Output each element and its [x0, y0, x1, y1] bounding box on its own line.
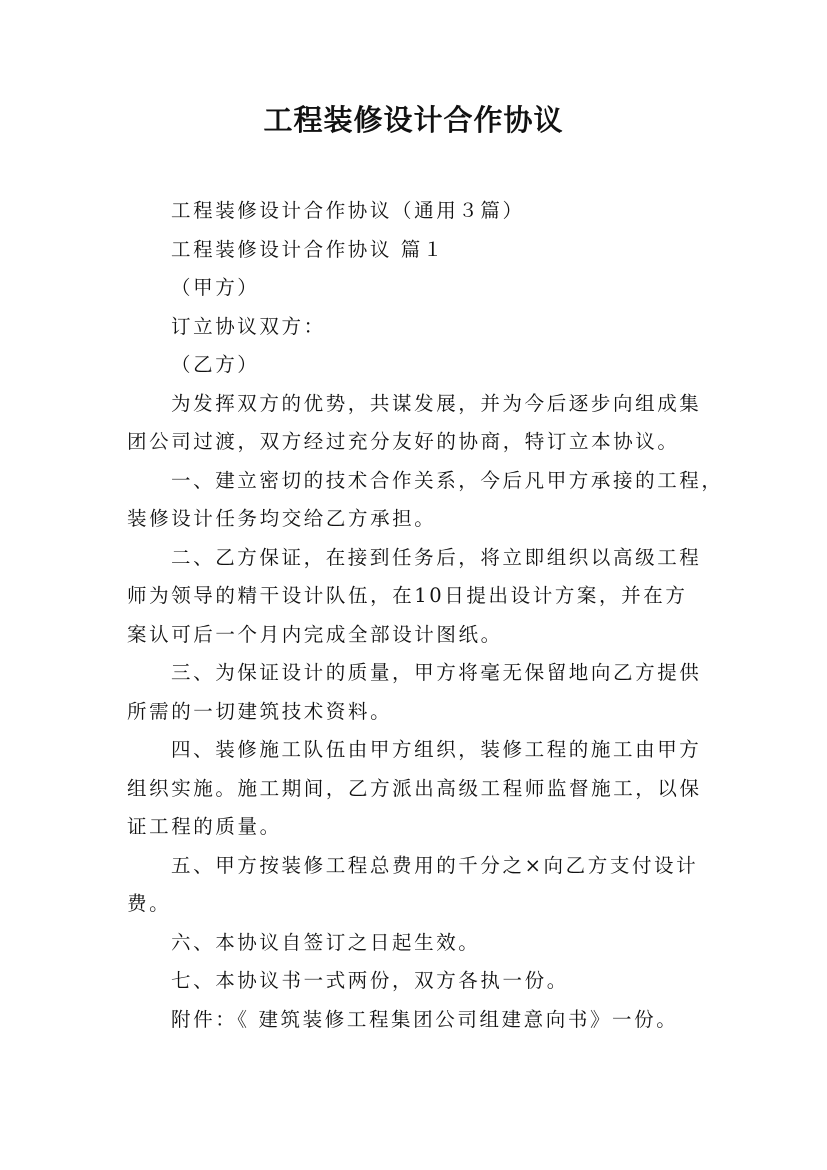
- body-line: 工程装修设计合作协议（通用３篇）: [171, 199, 525, 222]
- body-line: 证工程的质量。: [127, 815, 282, 838]
- document-title: 工程装修设计合作协议: [263, 103, 564, 137]
- body-line: 订立协议双方：: [171, 314, 326, 338]
- body-line: 七、本协议书一式两份，双方各执一份。: [171, 969, 569, 992]
- body-line: 五、甲方按装修工程总费用的千分之×向乙方支付设计: [171, 853, 699, 877]
- body-line: 为发挥双方的优势，共谋发展，并为今后逐步向组成集: [171, 391, 702, 415]
- body-line: 二、乙方保证，在接到任务后，将立即组织以高级工程: [171, 545, 702, 569]
- body-line: 三、为保证设计的质量，甲方将毫无保留地向乙方提供: [171, 661, 702, 684]
- body-line: 四、装修施工队伍由甲方组织，装修工程的施工由甲方: [171, 738, 702, 761]
- body-line: 装修设计任务均交给乙方承担。: [127, 507, 437, 530]
- body-line: 团公司过渡，双方经过充分友好的协商，特订立本协议。: [127, 430, 680, 453]
- body-line: 六、本协议自签订之日起生效。: [171, 930, 481, 954]
- body-line: 组织实施。施工期间，乙方派出高级工程师监督施工，以保: [127, 776, 702, 800]
- body-line: 所需的一切建筑技术资料。: [127, 699, 393, 723]
- body-line: 附件：《 建筑装修工程集团公司组建意向书》一份。: [171, 1007, 679, 1031]
- body-line: 案认可后一个月内完成全部设计图纸。: [127, 622, 503, 646]
- body-line: 工程装修设计合作协议 篇１: [171, 237, 445, 261]
- body-line: 一、建立密切的技术合作关系，今后凡甲方承接的工程，: [171, 468, 724, 492]
- body-line: 费。: [127, 892, 172, 915]
- document-body: [127, 192, 724, 1039]
- body-line: （甲方）: [171, 276, 260, 299]
- body-line: （乙方）: [171, 353, 260, 376]
- body-line: 师为领导的精干设计队伍，在10日提出设计方案，并在方: [127, 584, 688, 607]
